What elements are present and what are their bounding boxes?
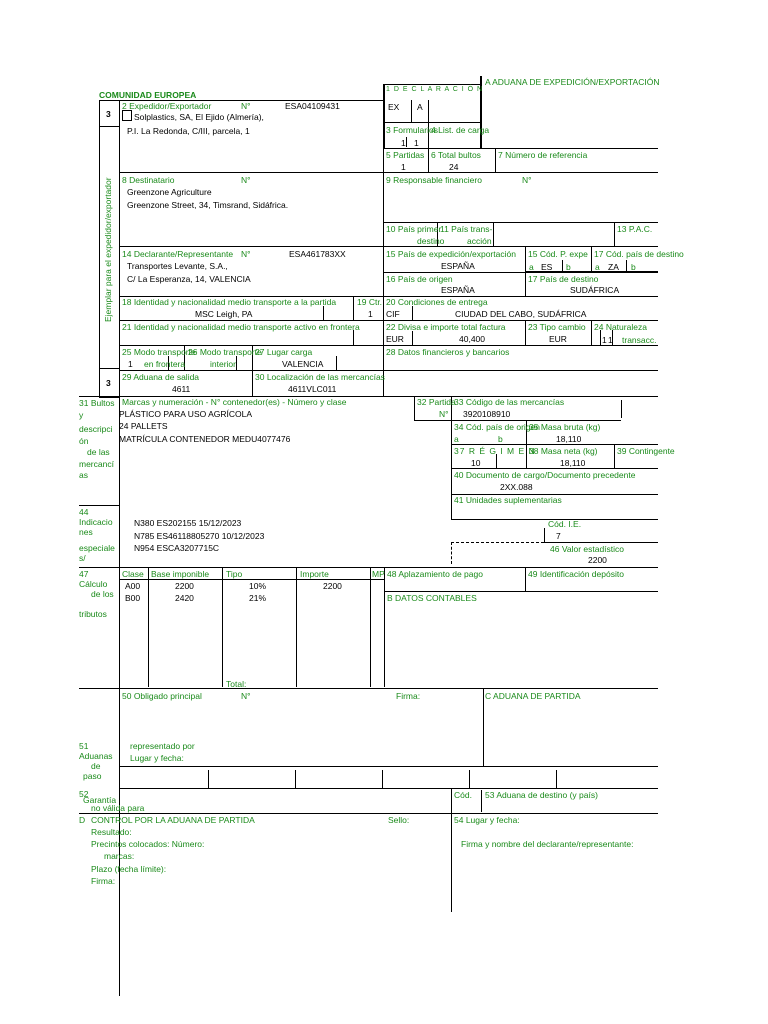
box2-line1: Solplastics, SA, El Ejido (Almería), (134, 112, 264, 122)
box48-label: 48 Aplazamiento de pago (387, 569, 483, 579)
box15a-a: a (529, 262, 534, 272)
box14-n-label: N° (241, 249, 251, 259)
box31-line1: PLÁSTICO PARA USO AGRÍCOLA (119, 409, 253, 419)
box41-label: 41 Unidades suplementarias (454, 495, 562, 505)
box8-n-label: N° (241, 175, 251, 185)
box47-header-base: Base imponible (151, 569, 210, 579)
box33-label: 33 Código de las mercancías (454, 397, 565, 407)
box24-label2: transacc. (622, 335, 657, 345)
box20-label: 20 Condiciones de entrega (386, 297, 488, 307)
community-label: COMUNIDAD EUROPEA (99, 90, 197, 100)
box15a-label: 15 Cód. P. expe (528, 249, 588, 259)
box13-label: 13 P.A.C. (617, 224, 653, 234)
copy-vertical-label: Ejemplar para el expedidor/exportador (103, 177, 113, 322)
box32-label: 32 Partida (417, 397, 456, 407)
box15a-b: b (566, 262, 571, 272)
box51-label: 51 Aduanas de paso (79, 741, 113, 781)
box4-label: 4 List. de carga (431, 125, 490, 135)
box50-firma: Firma: (396, 691, 421, 701)
box28-label: 28 Datos financieros y bancarios (386, 347, 510, 357)
box31-line3: MATRÍCULA CONTENEDOR MEDU4077476 (119, 434, 291, 444)
box15a-code: ES (541, 262, 553, 272)
box50-n-label: N° (241, 691, 251, 701)
box53-label: 53 Aduana de destino (y país) (485, 790, 598, 800)
box44-label: 44 Indicacio nes especiale s/ (79, 507, 115, 563)
box34-a: a (454, 434, 459, 444)
box20-code: CIF (386, 309, 400, 319)
box2-checkbox[interactable] (122, 110, 132, 121)
box32-n-label: N° (439, 409, 449, 419)
box47-row1-tipo: 10% (249, 581, 267, 591)
box47-row1-importe: 2200 (323, 581, 342, 591)
box3-v2: 1 (414, 138, 419, 148)
box38-label: 38 Masa neta (kg) (529, 446, 598, 456)
box16-label: 16 País de origen (386, 274, 453, 284)
box30-label: 30 Localización de las mercancías (255, 372, 385, 382)
box5-value: 1 (401, 162, 406, 172)
box17-label: 17 País de destino (528, 274, 599, 284)
box50-lugar: Lugar y fecha: (130, 753, 184, 763)
box17-value: SUDÁFRICA (570, 285, 620, 295)
box24-v1: 1 (602, 335, 607, 345)
box2-number: ESA04109431 (285, 101, 340, 111)
box44-line2: N785 ES46118805270 10/12/2023 (134, 531, 265, 541)
box14-label: 14 Declarante/Representante (122, 249, 234, 259)
box7-label: 7 Número de referencia (498, 150, 588, 160)
box47-row2-clase: B00 (125, 593, 141, 603)
box47-header-mp: MP (372, 569, 385, 579)
boxD-title: CONTROL POR LA ADUANA DE PARTIDA (91, 815, 255, 825)
box11-label: 11 País trans- (440, 224, 493, 234)
decl-code-1: EX (388, 102, 400, 112)
box5-label: 5 Partidas (386, 150, 425, 160)
box31-label: 31 Bultos y descripci ón de las mercancí as (79, 398, 115, 480)
box25-label2: en frontera (144, 359, 186, 369)
box29-value: 4611 (172, 384, 191, 394)
box26-label: 26 Modo transporte (188, 347, 262, 357)
box2-n-label: N° (241, 101, 251, 111)
box47-row1-clase: A00 (125, 581, 141, 591)
box31-header: Marcas y numeración - N° contenedor(es) - Número y clase (122, 397, 347, 407)
boxD-label: D (79, 815, 86, 825)
decl-code-2: A (417, 102, 423, 112)
box8-line2: Greenzone Street, 34, Timsrand, Sidáfrica. (127, 200, 289, 210)
box6-value: 24 (449, 162, 459, 172)
box27-value: VALENCIA (282, 359, 324, 369)
box10-label: 10 País primer (386, 224, 442, 234)
box52-cod: Cód. (454, 790, 472, 800)
box8-label: 8 Destinatario (122, 175, 175, 185)
box35-label: 35 Masa bruta (kg) (529, 422, 601, 432)
box17a-a: a (595, 262, 600, 272)
box17a-label: 17 Cód. país de destino (594, 249, 684, 259)
box34-label: 34 Cód. país de origen (454, 422, 541, 432)
box54-firma: Firma y nombre del declarante/representante: (461, 839, 634, 849)
boxB-label: B DATOS CONTABLES (387, 593, 477, 603)
box38-value: 18,110 (560, 458, 586, 468)
box37-label: 37 R É G I M E N (454, 446, 536, 456)
box22-currency: EUR (386, 334, 404, 344)
boxD-marcas: marcas: (104, 851, 135, 861)
box17a-code: ZA (608, 262, 619, 272)
box44-cod-label: Cód. I.E. (548, 519, 582, 529)
box47-header-importe: Importe (300, 569, 329, 579)
box39-label: 39 Contingente (617, 446, 675, 456)
box16-value: ESPAÑA (441, 285, 475, 295)
box-a-label: A ADUANA DE EXPEDICIÓN/EXPORTACIÓN (485, 77, 660, 87)
box14-line2: C/ La Esperanza, 14, VALENCIA (127, 274, 251, 284)
box30-value: 4611VLC011 (288, 384, 337, 394)
boxC-label: C ADUANA DE PARTIDA (485, 691, 581, 701)
box44-cod-value: 7 (556, 531, 561, 541)
box50-label: 50 Obligado principal (122, 691, 202, 701)
box27-label: 27 Lugar carga (255, 347, 313, 357)
boxD-plazo: Plazo (fecha límite): (91, 864, 167, 874)
box20-place: CIUDAD DEL CABO, SUDÁFRICA (455, 309, 587, 319)
boxD-resultado: Resultado: (91, 827, 132, 837)
box46-value: 2200 (588, 555, 607, 565)
box22-label: 22 Divisa e importe total factura (386, 322, 506, 332)
box33-value: 3920108910 (463, 409, 511, 419)
box47-label: 47 Cálculo de los tributos (79, 569, 114, 619)
box44-line1: N380 ES202155 15/12/2023 (134, 518, 242, 528)
box40-label: 40 Documento de cargo/Documento precedente (454, 470, 636, 480)
boxD-precintos: Precintos colocados: Número: (91, 839, 205, 849)
box35-value: 18,110 (556, 434, 582, 444)
box19-value: 1 (368, 309, 373, 319)
box34-b: b (498, 434, 503, 444)
box50-rep: representado por (130, 741, 195, 751)
box54-label: 54 Lugar y fecha: (454, 815, 520, 825)
box9-label: 9 Responsable financiero (386, 175, 482, 185)
box49-label: 49 Identificación depósito (528, 569, 624, 579)
box23-value: EUR (549, 334, 567, 344)
box47-header-clase: Clase (122, 569, 144, 579)
box29-label: 29 Aduana de salida (122, 372, 200, 382)
box2-line2: P.I. La Redonda, C/III, parcela, 1 (127, 126, 250, 136)
box3-label: 3 Formularios (386, 125, 438, 135)
box47-total-label: Total: (226, 679, 247, 689)
box15-value: ESPAÑA (441, 261, 475, 271)
box19-label: 19 Ctr. (357, 297, 383, 307)
box46-label: 46 Valor estadístico (550, 544, 625, 554)
box2-label: 2 Expedidor/Exportador (122, 101, 212, 111)
box8-line1: Greenzone Agriculture (127, 187, 212, 197)
box47-row2-tipo: 21% (249, 593, 267, 603)
box18-value: MSC Leigh, PA (195, 309, 253, 319)
box52-text: no válida para (91, 803, 145, 813)
boxD-firma: Firma: (91, 876, 116, 886)
box47-header-tipo: Tipo (226, 569, 243, 579)
box18-label: 18 Identidad y nacionalidad medio transporte a la partida (122, 297, 337, 307)
box22-amount: 40,400 (459, 334, 485, 344)
box23-label: 23 Tipo cambio (528, 322, 586, 332)
box14-number: ESA461783XX (289, 249, 346, 259)
box15-label: 15 País de expedición/exportación (386, 249, 516, 259)
box47-row1-base: 2200 (175, 581, 194, 591)
box10-label2: destino (417, 236, 445, 246)
box17a-b: b (631, 262, 636, 272)
box31-line2: 24 PALLETS (119, 421, 168, 431)
box44-line3: N954 ESCA3207715C (134, 543, 220, 553)
box47-row2-base: 2420 (175, 593, 194, 603)
box24-label: 24 Naturaleza (594, 322, 647, 332)
copy-number: 3 (106, 109, 111, 119)
box3-v1: 1 (401, 138, 406, 148)
box11-label2: acción (467, 236, 492, 246)
box25-value: 1 (128, 359, 133, 369)
box26-label2: interior (210, 359, 236, 369)
box24-v2: 1 (608, 335, 613, 345)
box21-label: 21 Identidad y nacionalidad medio transporte activo en frontera (122, 322, 360, 332)
box40-value: 2XX.088 (500, 482, 533, 492)
box9-n-label: N° (522, 175, 532, 185)
box25-label: 25 Modo transporte (122, 347, 196, 357)
box29-copy-number: 3 (106, 378, 111, 388)
declaracion-label: 1 D E C L A R A C I Ó N (386, 86, 484, 93)
boxD-sello: Sello: (388, 815, 410, 825)
box52-label: 52 Garantía (79, 789, 117, 805)
box14-line1: Transportes Levante, S.A., (127, 261, 228, 271)
box6-label: 6 Total bultos (431, 150, 481, 160)
box37-value: 10 (471, 458, 481, 468)
